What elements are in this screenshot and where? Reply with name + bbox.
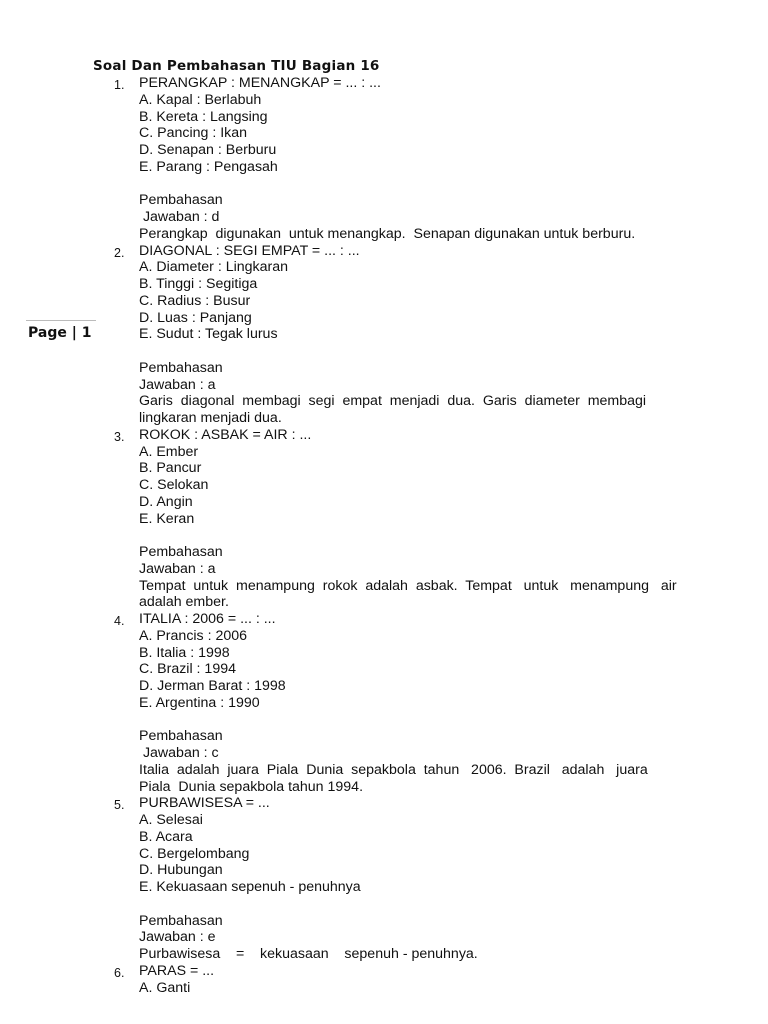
answer-option: A. Ember xyxy=(139,443,199,460)
explanation-line: Perangkap digunakan untuk menangkap. Senapan digunakan untuk berburu. xyxy=(139,225,636,242)
answer-option: C. Brazil : 1994 xyxy=(139,661,236,678)
question-item xyxy=(93,427,733,611)
answer-option: B. Pancur xyxy=(139,460,202,477)
answer-option: B. Italia : 1998 xyxy=(139,644,230,661)
explanation-line: Purbawisesa = kekuasaan sepenuh - penuhnya. xyxy=(139,946,478,962)
answer-option: E. Keran xyxy=(139,510,195,527)
discussion-heading: Pembahasan xyxy=(139,912,223,929)
answer-option: B. Acara xyxy=(139,828,193,845)
margin-divider xyxy=(26,320,96,321)
answer-option: A. Ganti xyxy=(139,979,191,996)
question-number: 4. xyxy=(114,614,125,628)
question-text: PERANGKAP : MENANGKAP = ... : ... xyxy=(139,75,381,91)
answer-option: C. Bergelombang xyxy=(139,845,250,862)
question-text: DIAGONAL : SEGI EMPAT = ... : ... xyxy=(139,242,360,259)
question-item xyxy=(93,795,733,963)
discussion-heading: Pembahasan xyxy=(139,359,223,376)
answer-option: A. Diameter : Lingkaran xyxy=(139,259,289,276)
explanation-line: Italia adalah juara Piala Dunia sepakbola tahun 2006. Brazil adalah juara xyxy=(139,761,648,778)
question-number: 5. xyxy=(114,798,125,813)
question-list xyxy=(93,75,733,996)
discussion-heading: Pembahasan xyxy=(139,728,223,745)
discussion-heading: Pembahasan xyxy=(139,192,223,209)
answer-option: B. Tinggi : Segitiga xyxy=(139,276,258,292)
answer-option: D. Hubungan xyxy=(139,862,223,879)
answer-key: Jawaban : a xyxy=(139,376,216,393)
answer-option: E. Parang : Pengasah xyxy=(139,158,278,175)
answer-key: Jawaban : c xyxy=(139,745,219,761)
answer-key: Jawaban : a xyxy=(139,560,216,577)
page-number-label: Page | 1 xyxy=(28,325,92,341)
answer-option: A. Prancis : 2006 xyxy=(139,627,248,644)
explanation-line: Tempat untuk menampung rokok adalah asbak. Tempat untuk menampung air xyxy=(139,577,677,594)
answer-option: E. Argentina : 1990 xyxy=(139,694,260,711)
question-number: 3. xyxy=(114,429,125,444)
question-item xyxy=(93,963,733,997)
answer-option: C. Selokan xyxy=(139,477,209,493)
question-number: 2. xyxy=(114,245,125,260)
question-item xyxy=(93,243,733,427)
question-text: ITALIA : 2006 = ... : ... xyxy=(139,611,276,627)
question-item xyxy=(93,75,733,243)
answer-option: D. Luas : Panjang xyxy=(139,309,252,326)
answer-option: C. Pancing : Ikan xyxy=(139,125,248,142)
answer-option: E. Sudut : Tegak lurus xyxy=(139,326,278,343)
answer-option: A. Kapal : Berlabuh xyxy=(139,91,262,108)
document-body xyxy=(93,58,733,996)
answer-option: D. Jerman Barat : 1998 xyxy=(139,678,286,694)
answer-key: Jawaban : d xyxy=(139,209,220,225)
answer-option: A. Selesai xyxy=(139,812,203,828)
question-text: PARAS = ... xyxy=(139,962,215,979)
answer-key: Jawaban : e xyxy=(139,929,216,946)
explanation-line: Piala Dunia sepakbola tahun 1994. xyxy=(139,778,364,795)
discussion-heading: Pembahasan xyxy=(139,544,223,560)
question-text: PURBAWISESA = ... xyxy=(139,795,270,812)
explanation-line: lingkaran menjadi dua. xyxy=(139,410,282,426)
explanation-line: Garis diagonal membagi segi empat menjadi dua. Garis diameter membagi xyxy=(139,393,647,410)
answer-option: D. Angin xyxy=(139,493,193,510)
question-number: 1. xyxy=(114,78,125,92)
answer-option: E. Kekuasaan sepenuh - penuhnya xyxy=(139,879,361,895)
answer-option: B. Kereta : Langsing xyxy=(139,108,268,125)
question-text: ROKOK : ASBAK = AIR : ... xyxy=(139,426,312,443)
document-title: Soal Dan Pembahasan TIU Bagian 16 xyxy=(93,58,380,74)
answer-option: D. Senapan : Berburu xyxy=(139,142,277,158)
explanation-line: adalah ember. xyxy=(139,594,229,611)
question-item xyxy=(93,611,733,795)
answer-option: C. Radius : Busur xyxy=(139,292,251,309)
question-number: 6. xyxy=(114,965,125,980)
